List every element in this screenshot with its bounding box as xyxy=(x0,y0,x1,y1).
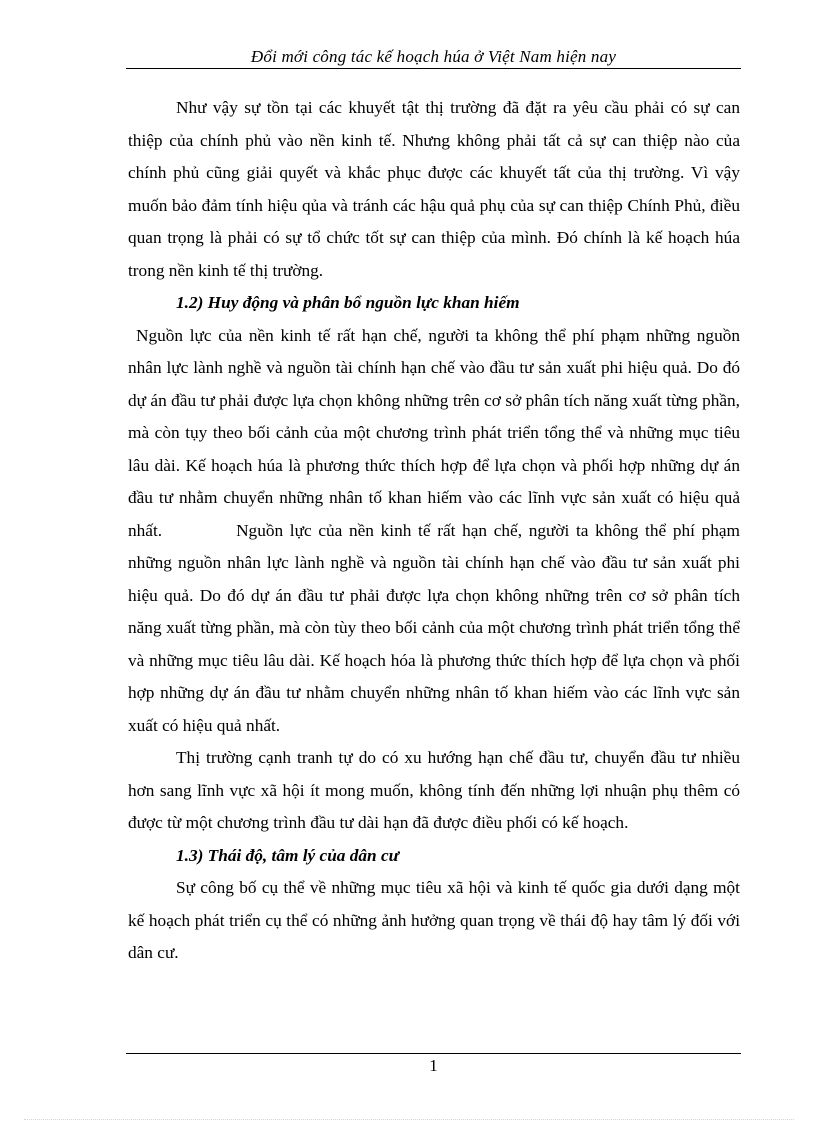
page-number: 1 xyxy=(429,1056,438,1075)
page-header-title: Đổi mới công tác kế hoạch húa ở Việt Nam hiện nay xyxy=(250,47,617,66)
section-heading-1-2: 1.2) Huy động và phân bổ nguồn lực khan hiếm xyxy=(176,293,520,312)
paragraph-market: Thị trường cạnh tranh tự do có xu hướng hạn chế đầu tư, chuyển đầu tư nhiều hơn sang lĩnh vực xã hội ít mong muốn, không tính đến những lợi nhuận phụ thêm có được từ một chương trình đầu tư dài hạn đã được điều phối có kế hoạch. xyxy=(128,748,740,832)
document-body xyxy=(128,92,740,970)
section-heading-1-3: 1.3) Thái độ, tâm lý của dân cư xyxy=(176,845,400,865)
footer-divider xyxy=(126,1053,741,1054)
paragraph-resources-part-a: Nguồn lực của nền kinh tế rất hạn chế, người ta không thể phí phạm những nguồn nhân lực lành nghề và nguồn tài chính hạn chế vào đầu tư sản xuất phi hiệu quả. Do đó dự án đầu tư phải được lựa chọn không những trên cơ sở phân tích năng xuất từng phần, mà còn tụy theo bối cảnh của một chương trình phát triển tổng thể và những mục tiêu lâu dài. Kế hoạch húa là phương thức thích hợp để lựa chọn và phối hợp những dự án đầu tư nhằm chuyển những nhân tố khan hiếm vào các lĩnh vực sản xuất có hiệu quả nhất. xyxy=(128,325,740,540)
paragraph-attitude: Sự công bố cụ thể về những mục tiêu xã hội và kinh tế quốc gia dưới dạng một kế hoạch phát triển cụ thể có những ảnh hưởng quan trọng về thái độ hay tâm lý đối với dân cư. xyxy=(128,878,740,962)
paragraph-resources-part-b: Nguồn lực của nền kinh tế rất hạn chế, người ta không thể phí phạm những nguồn nhân lực lành nghề và nguồn tài chính hạn chế vào đầu tư sản xuất phi hiệu quả. Do đó dự án đầu tư phải được lựa chọn không những trên cơ sở phân tích năng xuất từng phần, mà còn tùy theo bối cảnh của một chương trình phát triển tổng thể và những mục tiêu lâu dài. Kế hoạch hóa là phương thức thích hợp để lựa chọn và phối hợp những dự án đầu tư nhằm chuyển những nhân tố khan hiếm vào các lĩnh vực sản xuất có hiệu quả nhất. xyxy=(128,520,740,735)
paragraph-resources xyxy=(128,320,740,743)
paragraph-intro: Như vậy sự tồn tại các khuyết tật thị trường đã đặt ra yêu cầu phải có sự can thiệp của chính phủ vào nền kinh tế. Nhưng không phải tất cả sự can thiệp nào của chính phủ cũng giải quyết và khắc phục được các khuyết tất của thị trường. Vì vậy muốn bảo đảm tính hiệu qủa và tránh các hậu quả phụ của sự can thiệp Chính Phủ, điều quan trọng là phải có sự tổ chức tốt sự can thiệp của mình. Đó chính là kế hoạch húa trong nền kinh tế thị trường. xyxy=(128,98,740,280)
header-divider xyxy=(126,68,741,69)
page-bottom-edge xyxy=(24,1119,794,1120)
